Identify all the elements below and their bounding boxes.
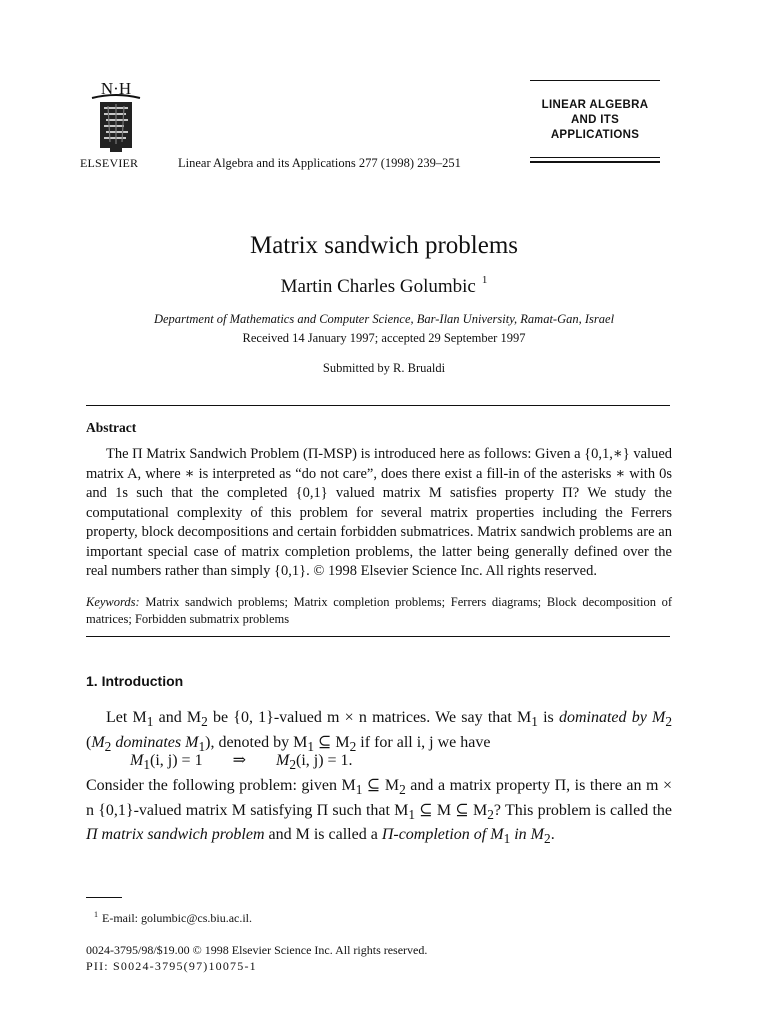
publisher-name: ELSEVIER <box>80 156 139 170</box>
keywords-list: Matrix sandwich problems; Matrix completion problems; Ferrers diagrams; Block decomposition of matrices; Forbidden submatrix problems <box>86 595 673 626</box>
journal-citation: Linear Algebra and its Applications 277 (1998) 239–251 <box>178 156 461 170</box>
journal-name-line: LINEAR ALGEBRA <box>541 99 649 112</box>
author-name: Martin Charles Golumbic <box>280 276 476 297</box>
footnote <box>94 910 252 926</box>
journal-name-line: AND ITS <box>570 114 620 127</box>
abstract-bottom-rule <box>86 636 670 637</box>
keywords <box>86 594 672 627</box>
svg-text:N·H: N·H <box>100 79 132 98</box>
abstract-heading: Abstract <box>86 420 137 435</box>
section-heading: 1. Introduction <box>86 673 184 689</box>
copyright-line: 0024-3795/98/$19.00 © 1998 Elsevier Science Inc. All rights reserved. <box>86 943 428 957</box>
footnote-email[interactable]: E-mail: golumbic@cs.biu.ac.il. <box>102 911 253 925</box>
article-title: Matrix sandwich problems <box>249 232 518 259</box>
submitted-by: Submitted by R. Brualdi <box>322 361 446 375</box>
intro-paragraph-1: Let $M_1$ and $M_2$ be {0, 1}-valued m × n matrices. We say that $M_1$ is dominated by $M_2$ ($M_2$ dominates $M_1$), denoted by $M_1$ ⊆ $M_2$ if for all i, j we have <box>86 709 673 754</box>
elsevier-logo <box>86 78 146 156</box>
abstract-body: The Π Matrix Sandwich Problem (Π-MSP) is introduced here as follows: Given a {0,1,∗} valued matrix A, where ∗ is interpreted as “do not care”, does there exist a fill-in of the asterisks ∗ with 0s and 1s such that the completed {0,1} valued matrix M satisfies property Π? We study the computational complexity of this problem for several matrix properties including the Ferrers property, block decompositions and certain forbidden submatrices. Matrix sandwich problems are an important special case of matrix completion problems, the latter being generally defined over the real numbers rather than simply {0,1}. © 1998 Elsevier Science Inc. All rights reserved. <box>86 446 672 579</box>
journal-top-rule <box>530 80 660 81</box>
journal-bottom-rule <box>530 161 660 162</box>
keywords-label: Keywords: <box>86 595 140 609</box>
abstract-top-rule <box>86 405 670 406</box>
domination-equation: $M_1(i$, j) = 1 ⇒ $M_2(i$, j) = 1. <box>130 752 353 773</box>
intro-paragraph-2: Consider the following problem: given $M_1$ ⊆ $M_2$ and a matrix property Π, is there an m × n {0,1}-valued matrix M satisfying Π such that $M_1$ ⊆ M ⊆ $M_2$? This problem is called the Π matrix sandwich problem and M is called a Π-completion of $M_1$ in $M_2$. <box>86 777 673 847</box>
journal-name-box <box>520 80 670 163</box>
author-footnote-mark: 1 <box>481 274 488 286</box>
received-dates: Received 14 January 1997; accepted 29 September 1997 <box>242 331 526 345</box>
journal-name-line: APPLICATIONS <box>550 129 640 142</box>
footnote-mark: 1 <box>94 910 98 919</box>
footnote-rule <box>86 897 122 898</box>
journal-bottom-rule <box>530 157 660 158</box>
elsevier-tree-icon <box>86 78 146 156</box>
copyright-footer <box>86 942 427 974</box>
pii-line: PII: S0024-3795(97)10075-1 <box>86 959 257 973</box>
author-affiliation: Department of Mathematics and Computer Science, Bar-Ilan University, Ramat-Gan, Israel <box>153 312 615 326</box>
author-line <box>0 276 768 298</box>
